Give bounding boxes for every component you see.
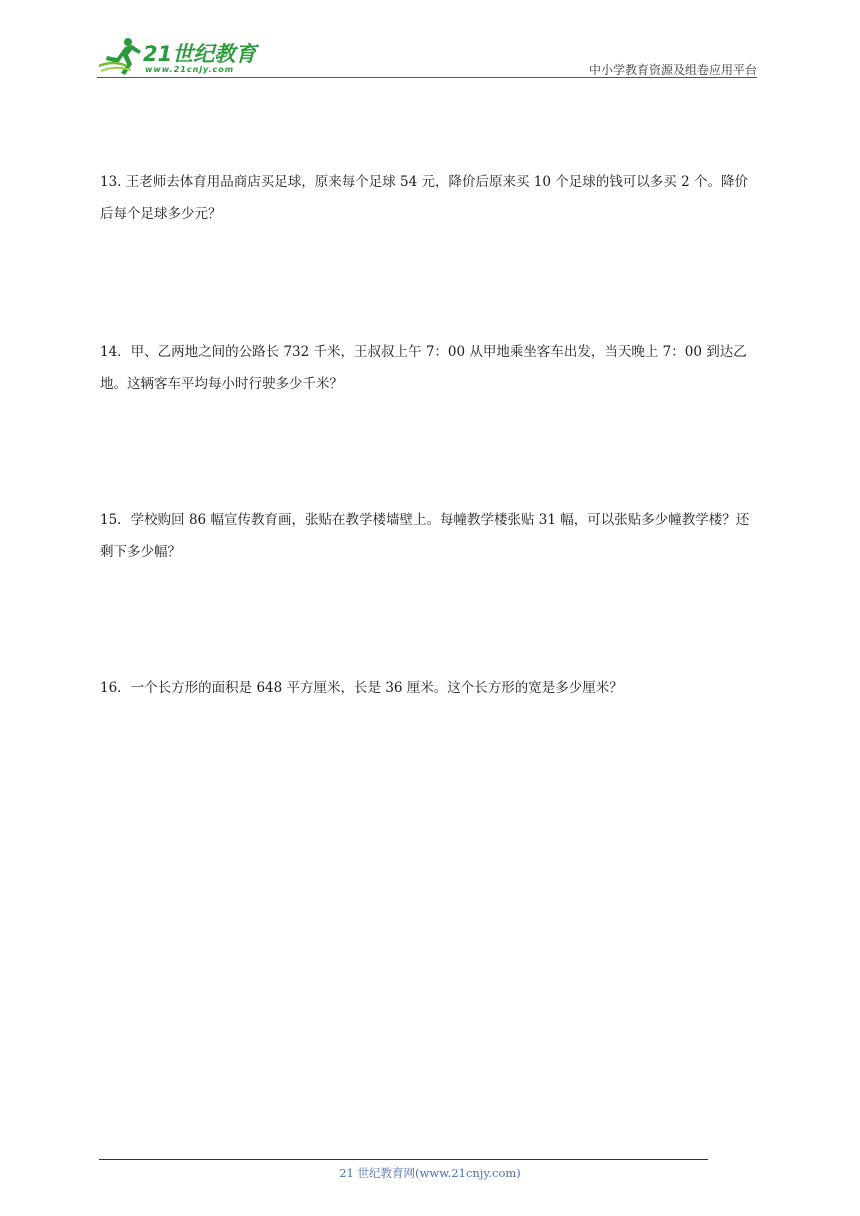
question-15: 15．学校购回 86 幅宣传教育画，张贴在教学楼墙壁上。每幢教学楼张贴 31 幅，可以张贴多少幢教学楼？还剩下多少幅？ xyxy=(100,512,750,560)
footer-text: 21 世纪教育网(www.21cnjy.com) xyxy=(339,1166,521,1180)
logo-url: www.21cnjy.com xyxy=(145,65,235,74)
question-14: 14．甲、乙两地之间的公路长 732 千米，王叔叔上午 7：00 从甲地乘坐客车出发，当天晚上 7：00 到达乙地。这辆客车平均每小时行驶多少千米？ xyxy=(100,344,747,392)
footer-divider xyxy=(99,1159,708,1160)
site-logo xyxy=(97,36,267,76)
question-16: 16．一个长方形的面积是 648 平方厘米，长是 36 厘米。这个长方形的宽是多少厘米？ xyxy=(100,680,623,696)
logo-text: 21世纪教育 xyxy=(143,42,257,66)
question-13: 13. 王老师去体育用品商店买足球，原来每个足球 54 元，降价后原来买 10 个足球的钱可以多买 2 个。降价后每个足球多少元？ xyxy=(100,174,748,222)
header-divider xyxy=(97,77,757,78)
platform-title: 中小学教育资源及组卷应用平台 xyxy=(588,63,757,77)
running-figure-icon xyxy=(97,36,145,76)
page-header xyxy=(97,30,757,78)
